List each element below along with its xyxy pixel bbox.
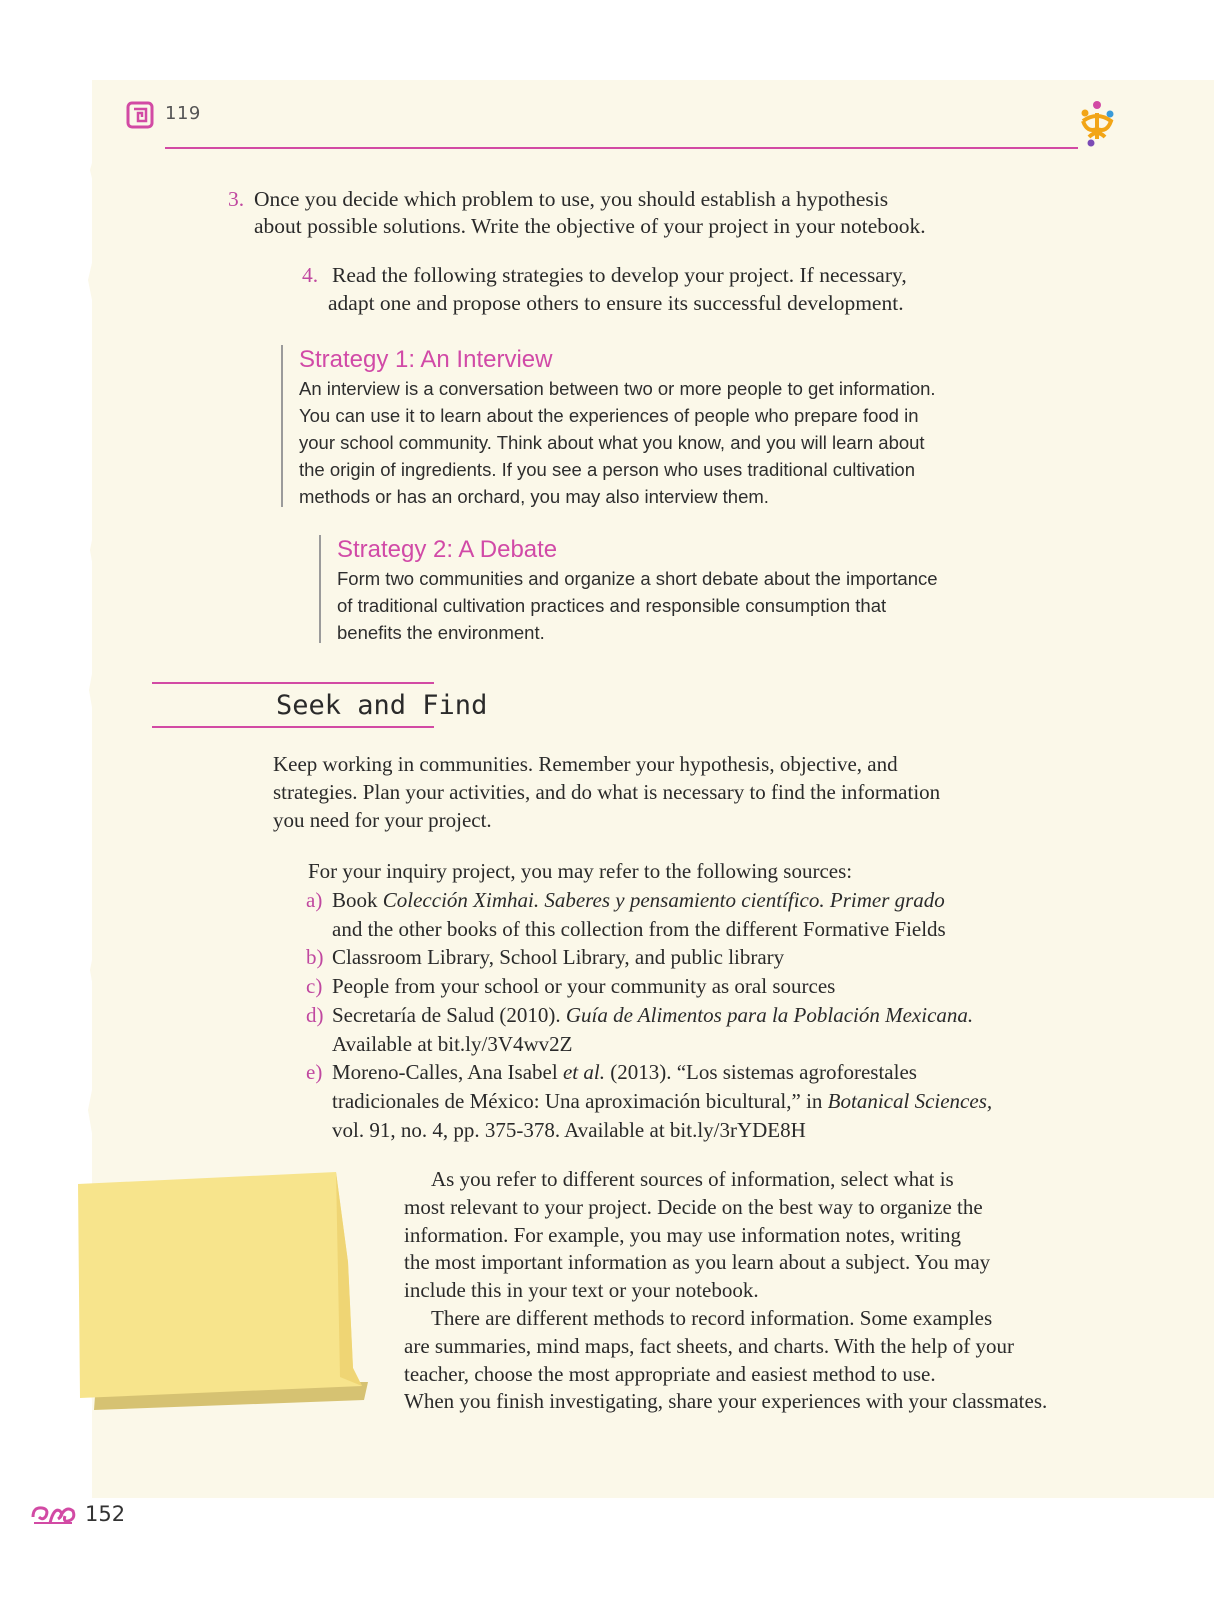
source-letter: b) xyxy=(306,945,324,969)
source-text: Available at bit.ly/3V4wv2Z xyxy=(332,1032,573,1056)
item-text-line: Once you decide which problem to use, you should establish a hypothesis xyxy=(254,187,889,211)
strategy-line: Form two communities and organize a short debate about the importance xyxy=(337,568,938,589)
final-line: information. For example, you may use information notes, writing xyxy=(404,1222,961,1247)
item-text-line: about possible solutions. Write the objective of your project in your notebook. xyxy=(254,214,926,238)
section-title: Seek and Find xyxy=(276,690,488,721)
strategy-line: your school community. Think about what you know, and you will learn about xyxy=(299,432,925,453)
item-text-line: adapt one and propose others to ensure its successful development. xyxy=(328,291,904,315)
spiral-glyph-icon xyxy=(126,101,154,129)
source-item-d xyxy=(306,1001,1066,1059)
strategy-line: the origin of ingredients. If you see a person who uses traditional cultivation xyxy=(299,459,916,480)
source-item-e xyxy=(306,1058,1066,1145)
source-text: Secretaría de Salud (2010). xyxy=(332,1003,566,1027)
instruction-item-3 xyxy=(228,186,1128,240)
body-line: Keep working in communities. Remember your hypothesis, objective, and xyxy=(273,752,898,776)
source-title: Colección Ximhai. Saberes y pensamiento científico. Primer grado xyxy=(382,888,945,912)
strategy-line: An interview is a conversation between two or more people to get information. xyxy=(299,378,936,399)
strategy-2-block xyxy=(319,535,1039,646)
source-item-b xyxy=(306,943,1066,972)
section-rule-top xyxy=(152,682,434,684)
source-text: Classroom Library, School Library, and public library xyxy=(332,945,785,969)
final-line: most relevant to your project. Decide on the best way to organize the xyxy=(404,1194,983,1219)
final-line: the most important information as you learn about a subject. You may xyxy=(404,1250,991,1275)
source-text: and the other books of this collection from the different Formative Fields xyxy=(332,917,946,941)
item-text-line: Read the following strategies to develop your project. If necessary, xyxy=(332,263,907,287)
item-number: 4. xyxy=(302,263,319,287)
strategy-title: Strategy 2: A Debate xyxy=(337,536,558,563)
final-line: are summaries, mind maps, fact sheets, and charts. With the help of your xyxy=(404,1333,1014,1358)
final-line: teacher, choose the most appropriate and easiest method to use. xyxy=(404,1361,936,1386)
sources-intro: For your inquiry project, you may refer to the following sources: xyxy=(308,859,853,883)
source-title: Guía de Alimentos para la Población Mexicana. xyxy=(565,1003,974,1027)
source-text: vol. 91, no. 4, pp. 375-378. Available at bit.ly/3rYDE8H xyxy=(332,1118,806,1142)
source-letter: d) xyxy=(306,1003,324,1027)
source-letter: a) xyxy=(306,888,323,912)
source-letter: e) xyxy=(306,1060,323,1084)
source-item-a xyxy=(306,886,1066,944)
strategy-side-bar xyxy=(319,535,321,643)
source-letter: c) xyxy=(306,974,323,998)
source-text: (2013). “Los sistemas agroforestales xyxy=(604,1060,917,1084)
strategy-title: Strategy 1: An Interview xyxy=(299,346,553,373)
final-line: As you refer to different sources of information, select what is xyxy=(431,1167,954,1191)
final-line: There are different methods to record information. Some examples xyxy=(431,1305,993,1330)
final-line: include this in your text or your notebook. xyxy=(404,1278,759,1303)
decorative-swirl-icon xyxy=(30,1503,76,1529)
strategy-line: methods or has an orchard, you may also interview them. xyxy=(299,486,769,507)
instruction-item-4 xyxy=(302,261,1062,317)
source-text: Moreno-Calles, Ana Isabel xyxy=(332,1060,563,1084)
source-etal: et al. xyxy=(562,1060,605,1084)
body-paragraph xyxy=(273,750,1033,834)
item-number: 3. xyxy=(228,187,245,211)
source-text: People from your school or your community as oral sources xyxy=(332,974,836,998)
people-circle-logo-icon xyxy=(1077,99,1117,149)
final-text xyxy=(404,1166,1084,1416)
strategy-line: of traditional cultivation practices and responsible consumption that xyxy=(337,595,887,616)
strategy-line: You can use it to learn about the experiences of people who prepare food in xyxy=(299,405,919,426)
footer-page-number: 152 xyxy=(85,1502,126,1526)
source-journal: Botanical Sciences, xyxy=(827,1089,993,1113)
final-line: When you finish investigating, share your experiences with your classmates. xyxy=(404,1389,1048,1414)
body-line: strategies. Plan your activities, and do what is necessary to find the information xyxy=(273,780,941,804)
strategy-line: benefits the environment. xyxy=(337,622,545,643)
source-item-c xyxy=(306,972,1066,1001)
source-text: tradicionales de México: Una aproximación bicultural,” in xyxy=(332,1089,828,1113)
source-text: Book xyxy=(332,888,383,912)
body-line: you need for your project. xyxy=(273,808,492,832)
header-rule xyxy=(165,147,1078,149)
header-page-number: 119 xyxy=(165,103,201,124)
strategy-1-block xyxy=(281,345,1041,510)
strategy-side-bar xyxy=(281,345,283,507)
sticky-note xyxy=(78,1172,370,1412)
section-rule-bottom xyxy=(152,726,434,728)
